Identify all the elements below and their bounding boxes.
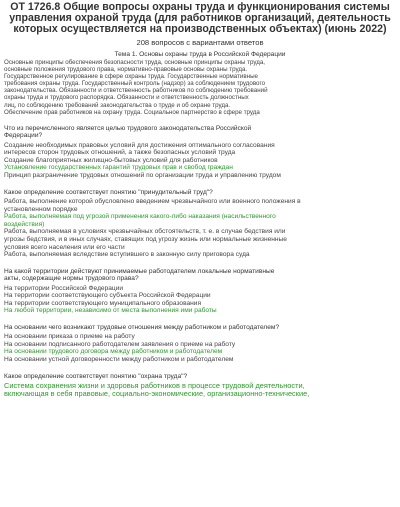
- question-line: акты, содержащие нормы трудового права?: [4, 275, 139, 283]
- title-line: управления охраной труда (для работников организаций, деятельность: [9, 12, 391, 24]
- question-line: На какой территории действуют принимаемые работодателем локальные нормативные: [4, 267, 275, 275]
- last-question-answer: [4, 382, 396, 399]
- last-question-text: Какое определение соответствует понятию "охрана труда"?: [4, 372, 188, 380]
- topic-line: основные положения трудового права, нормативно-правовые основы охраны труда.: [4, 66, 248, 74]
- answer-option: На основании устной договоренности между работником и работодателем: [4, 356, 234, 364]
- answer-option: интересов сторон трудовых отношений, а также безопасных условий труда: [4, 149, 236, 157]
- answer-option: угрозы бедствия, и в иных случаях, ставящих под угрозу жизнь или нормальные жизненные: [4, 235, 287, 243]
- question-text: [4, 189, 396, 196]
- answer-option: Создание благоприятных жилищно-бытовых условий для работников: [4, 156, 218, 164]
- answer-option: установленном порядке: [4, 205, 78, 213]
- topic-line: лиц, по соблюдению требований законодательства о труде и об охране труда.: [4, 101, 231, 109]
- answer-option: На основании подписанного работодателем заявления о приеме на работу: [4, 340, 236, 348]
- answer-options: [4, 142, 396, 180]
- topic-description: [4, 59, 396, 116]
- document-subtitle: 208 вопросов с вариантами ответов: [136, 38, 264, 47]
- topic-line: Государственное регулирование в сфере охраны труда. Государственные нормативные: [4, 73, 258, 81]
- topic-line: законодательства. Обязанности и ответственность работников по соблюдению требований: [4, 87, 268, 95]
- question-list: [0, 125, 400, 364]
- question-line: Какое определение соответствует понятию "принудительный труд"?: [4, 188, 213, 196]
- document-title: [6, 2, 394, 35]
- answer-option: Принцип разграничение трудовых отношений по организации труда и управлению трудом: [4, 171, 281, 179]
- correct-answer: Работа, выполняемая под угрозой применения какого-либо наказания (насильственного: [4, 213, 276, 221]
- answer-line: включающая в себя правовые, социально-экономические, организационно-технические,: [4, 390, 310, 399]
- answer-option: На территории соответствующего муниципального образования: [4, 299, 202, 307]
- answer-option: На территории Российской Федерации: [4, 284, 124, 292]
- question-line: На основании чего возникают трудовые отношения между работником и работодателем?: [4, 323, 280, 331]
- answer-options: [4, 333, 396, 363]
- topic-line: Обеспечение прав работников на охрану труда. Социальное партнерство в сфере труда: [4, 108, 260, 116]
- topic-title: Тема 1. Основы охраны труда в Российской Федерации: [114, 51, 286, 58]
- answer-option: На основании приказа о приеме на работу: [4, 333, 135, 341]
- question-text: [4, 324, 396, 331]
- answer-option: Работа, выполнение которой обусловлено введением чрезвычайного или военного положения в: [4, 197, 301, 205]
- answer-option: условия всего населения или его части: [4, 243, 125, 251]
- question-line: Что из перечисленного является целью трудового законодательства Российской: [4, 124, 252, 132]
- answer-options: [4, 285, 396, 315]
- question-line: Федерации?: [4, 132, 43, 140]
- correct-answer: На основании трудового договора между работником и работодателем: [4, 348, 223, 356]
- answer-options: [4, 198, 396, 259]
- correct-answer: Установление государственных гарантий трудовых прав и свобод граждан: [4, 164, 233, 172]
- topic-line: охраны труда и трудового распорядка. Обязанности и ответственность должностных: [4, 94, 249, 102]
- answer-option: На территории соответствующего субъекта Российской Федерации: [4, 292, 211, 300]
- question-text: [4, 125, 396, 140]
- answer-line: Система сохранения жизни и здоровья работников в процессе трудовой деятельности,: [4, 382, 305, 391]
- answer-option: Работа, выполняемая вследствие вступившего в законную силу приговора суда: [4, 251, 250, 259]
- topic-line: Основные принципы обеспечения безопасности труда, основные принципы охраны труда,: [4, 59, 266, 66]
- correct-answer: На любой территории, независимо от места выполнения ими работы: [4, 307, 217, 315]
- answer-option: Создание необходимых правовых условий для достижения оптимального согласования: [4, 141, 275, 149]
- title-line: которых осуществляется на производственных объектах) (июнь 2022): [13, 23, 387, 35]
- answer-option: Работа, выполняемая в условиях чрезвычайных обстоятельств, т. е. в случае бедствия или: [4, 228, 286, 236]
- topic-line: требования охраны труда. Государственный контроль (надзор) за соблюдением трудового: [4, 80, 266, 88]
- question-text: [4, 268, 396, 283]
- title-line: ОТ 1726.8 Общие вопросы охраны труда и функционирования системы: [10, 1, 390, 13]
- correct-answer: воздействия): [4, 220, 45, 228]
